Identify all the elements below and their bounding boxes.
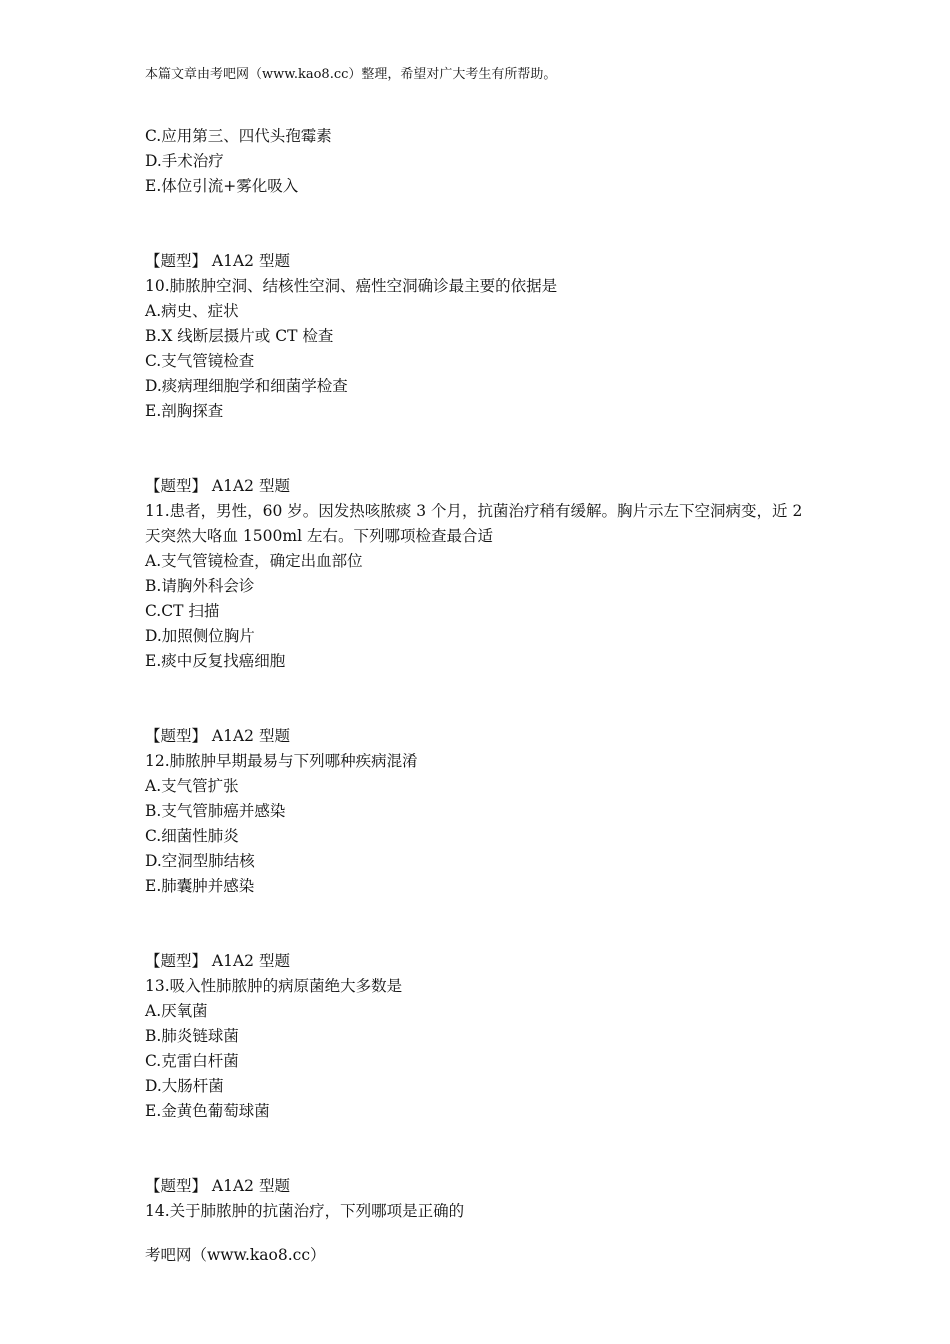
document-body	[145, 124, 825, 1224]
option-e: E.剖胸探查	[145, 402, 224, 420]
option-b: B.支气管肺癌并感染	[145, 802, 286, 820]
question-stem-line-1: 11.患者，男性，60 岁。因发热咳脓痰 3 个月，抗菌治疗稍有缓解。胸片示左下空洞病变，近 2	[145, 502, 803, 520]
question-stem: 12.肺脓肿早期最易与下列哪种疾病混淆	[145, 752, 418, 770]
option-b: B.请胸外科会诊	[145, 577, 255, 595]
question-12	[145, 724, 825, 899]
option-a: A.厌氧菌	[145, 1002, 208, 1020]
page-footer: 考吧网（www.kao8.cc）	[145, 1246, 326, 1264]
question-type-label: 【题型】 A1A2 型题	[145, 952, 290, 970]
option-b: B.肺炎链球菌	[145, 1027, 239, 1045]
question-type-label: 【题型】 A1A2 型题	[145, 252, 290, 270]
question-13	[145, 949, 825, 1124]
intro-options	[145, 124, 825, 199]
option-a: A.支气管镜检查，确定出血部位	[145, 552, 363, 570]
option-e: E.肺囊肿并感染	[145, 877, 255, 895]
question-stem: 14.关于肺脓肿的抗菌治疗，下列哪项是正确的	[145, 1202, 465, 1220]
page-header: 本篇文章由考吧网（www.kao8.cc）整理，希望对广大考生有所帮助。	[145, 67, 557, 82]
option-d: D.大肠杆菌	[145, 1077, 224, 1095]
question-10	[145, 249, 825, 424]
question-stem: 10.肺脓肿空洞、结核性空洞、癌性空洞确诊最主要的依据是	[145, 277, 558, 295]
option-c: C.支气管镜检查	[145, 352, 255, 370]
option-b: B.X 线断层摄片或 CT 检查	[145, 327, 334, 345]
option-e: E.体位引流+雾化吸入	[145, 177, 299, 195]
option-e: E.金黄色葡萄球菌	[145, 1102, 270, 1120]
option-c: C.CT 扫描	[145, 602, 220, 620]
option-d: D.手术治疗	[145, 152, 224, 170]
question-11	[145, 474, 825, 674]
option-c: C.克雷白杆菌	[145, 1052, 239, 1070]
question-stem: 13.吸入性肺脓肿的病原菌绝大多数是	[145, 977, 403, 995]
option-a: A.支气管扩张	[145, 777, 239, 795]
option-d: D.空洞型肺结核	[145, 852, 255, 870]
option-e: E.痰中反复找癌细胞	[145, 652, 286, 670]
option-a: A.病史、症状	[145, 302, 239, 320]
question-type-label: 【题型】 A1A2 型题	[145, 727, 290, 745]
option-c: C.细菌性肺炎	[145, 827, 239, 845]
question-14	[145, 1174, 825, 1224]
question-stem-line-2: 天突然大咯血 1500ml 左右。下列哪项检查最合适	[145, 527, 493, 545]
question-type-label: 【题型】 A1A2 型题	[145, 1177, 290, 1195]
question-type-label: 【题型】 A1A2 型题	[145, 477, 290, 495]
option-d: D.痰病理细胞学和细菌学检查	[145, 377, 348, 395]
option-c: C.应用第三、四代头孢霉素	[145, 127, 332, 145]
option-d: D.加照侧位胸片	[145, 627, 255, 645]
